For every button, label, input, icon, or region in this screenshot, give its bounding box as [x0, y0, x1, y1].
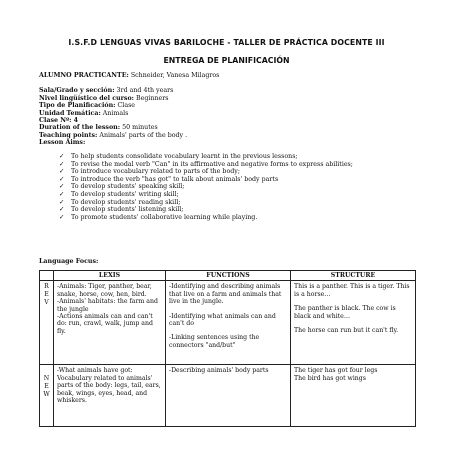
- lesson-aims-label: Lesson Aims:: [39, 139, 86, 147]
- lexis-cell: -What animals have got: Vocabulary related to animals' parts of the body: legs, tail, ears, beak, wings, eyes, head, and whiskers.: [54, 365, 166, 427]
- list-item: ✓ To develop students' writing skill;: [59, 189, 179, 198]
- functions-cell: -Identifying and describing animals that live on a farm and animals that live in the jungle. -Identifying what animals can and can't do -Linking sentences using the connectors "and/but": [166, 281, 291, 365]
- lesson-aims-list: [59, 153, 449, 221]
- type-row: Tipo de Planificación: Clase: [39, 102, 136, 110]
- unit-row: Unidad Temática: Animals: [39, 109, 129, 117]
- list-item: ✓ To develop students' listening skill;: [59, 205, 184, 214]
- list-item: ✓ To introduce vocabulary related to parts of the body;: [59, 167, 240, 176]
- class-row: Clase Nº: 4: [39, 117, 79, 125]
- check-icon: ✓: [59, 152, 65, 160]
- check-icon: ✓: [59, 189, 65, 198]
- language-focus-table: [39, 270, 416, 427]
- level-row: Nivel lingüístico del curso: Beginners: [39, 94, 169, 102]
- check-icon: ✓: [59, 182, 65, 191]
- list-item: ✓ To promote students' collaborative learning while playing.: [59, 212, 258, 221]
- lexis-cell: -Animals: Tiger, panther, bear, snake, horse, cow, hen, bird. -Animals' habitats: the farm and the jungle -Actions animals can and can't do: run, crawl, walk, jump and fly.: [54, 281, 166, 365]
- header-structure: STRUCTURE: [291, 271, 416, 281]
- functions-cell: -Describing animals' body parts: [166, 365, 291, 427]
- list-item: ✓ To develop students' speaking skill;: [59, 182, 185, 191]
- header-corner: [40, 271, 54, 281]
- lesson-info: [39, 72, 439, 147]
- list-item: ✓ To develop students' reading skill;: [59, 197, 181, 206]
- grade-row: Sala/Grado y sección: 3rd and 4th years: [39, 87, 174, 95]
- table-row: [40, 281, 416, 365]
- check-icon: ✓: [59, 159, 65, 168]
- list-item: ✓ To introduce the verb "has got" to talk about animals' body parts: [59, 174, 279, 183]
- header-lexis: LEXIS: [54, 271, 166, 281]
- table-header-row: [40, 271, 416, 281]
- language-focus-label: Language Focus:: [39, 258, 99, 265]
- check-icon: ✓: [59, 197, 65, 206]
- list-item: ✓ To revise the modal verb "Can" in its affirmative and negative forms to express abilities;: [59, 159, 353, 168]
- check-icon: ✓: [59, 167, 65, 176]
- check-icon: ✓: [59, 174, 65, 183]
- institution-heading: I.S.F.D LENGUAS VIVAS BARILOCHE - TALLER DE PRÁCTICA DOCENTE III: [68, 38, 385, 47]
- list-item: ✓ To help students consolidate vocabulary learnt in the previous lessons;: [59, 152, 298, 160]
- row-side-label: N E W: [40, 365, 54, 427]
- structure-cell: This is a panther. This is a tiger. This is a horse… The panther is black. The cow is black and white… The horse can run but it can't fly.: [291, 281, 416, 365]
- teaching-points-row: Teaching points: Animals' parts of the body .: [39, 131, 188, 139]
- structure-cell: The tiger has got four legs The bird has got wings: [291, 365, 416, 427]
- duration-row: Duration of the lesson: 50 minutes: [39, 124, 158, 132]
- document-title: ENTREGA DE PLANIFICACIÓN: [163, 56, 290, 65]
- row-side-label: R E V: [40, 281, 54, 365]
- header-functions: FUNCTIONS: [166, 271, 291, 281]
- check-icon: ✓: [59, 212, 65, 221]
- student-row: ALUMNO PRACTICANTE: Schneider, Vanesa Milagros: [39, 72, 220, 79]
- table-row: [40, 365, 416, 427]
- check-icon: ✓: [59, 205, 65, 214]
